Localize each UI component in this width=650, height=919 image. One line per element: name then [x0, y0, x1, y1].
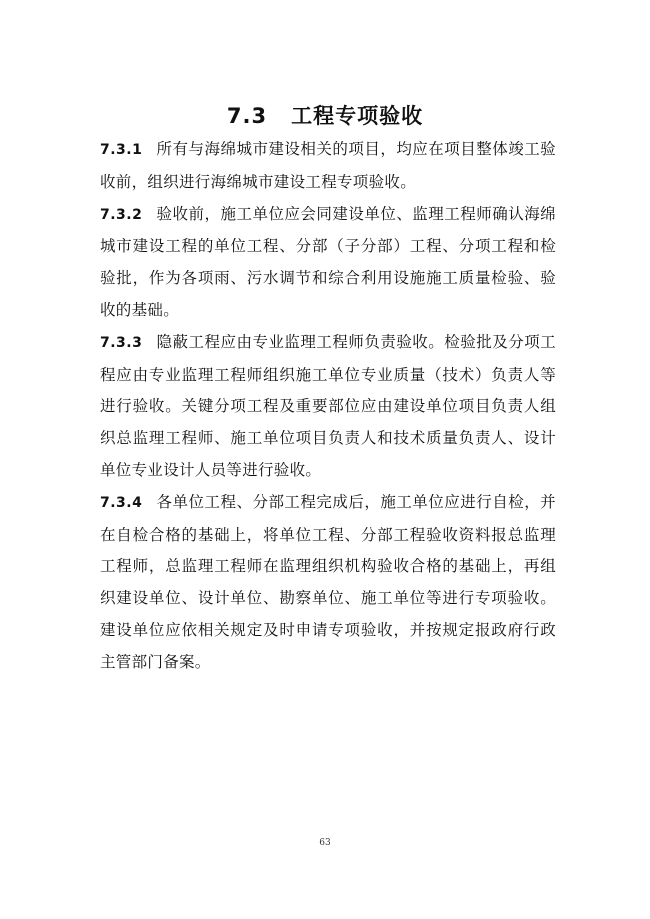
clause-text: 隐蔽工程应由专业监理工程师负责验收。检验批及分项工程应由专业监理工程师组织施工单位专业质量（技术）负责人等进行验收。关键分项工程及重要部位应由建设单位项目负责人组织总监理工程师、施工单位项目负责人和技术质量负责人、设计单位专业设计人员等进行验收。 [100, 332, 556, 479]
clause-text: 验收前，施工单位应会同建设单位、监理工程师确认海绵城市建设工程的单位工程、分部（子分部）工程、分项工程和检验批，作为各项雨、污水调节和综合利用设施施工质量检验、验收的基础。 [100, 204, 556, 319]
clause-number: 7.3.2 [100, 206, 143, 223]
clause-7-3-4 [100, 487, 556, 679]
clause-7-3-1 [100, 134, 556, 199]
clause-7-3-2 [100, 199, 556, 327]
section-heading [0, 101, 650, 131]
clause-number: 7.3.4 [100, 494, 143, 511]
page-number: 63 [319, 838, 331, 848]
clause-list [100, 134, 556, 679]
clause-7-3-3 [100, 327, 556, 487]
section-number: 7.3 [226, 104, 268, 129]
clause-number: 7.3.1 [100, 142, 143, 158]
clause-text: 所有与海绵城市建设相关的项目，均应在项目整体竣工验收前，组织进行海绵城市建设工程专项验收。 [100, 140, 556, 191]
clause-number: 7.3.3 [100, 334, 143, 351]
clause-text: 各单位工程、分部工程完成后，施工单位应进行自检，并在自检合格的基础上，将单位工程、分部工程验收资料报总监理工程师，总监理工程师在监理组织机构验收合格的基础上，再组织建设单位、设计单位、勘察单位、施工单位等进行专项验收。建设单位应依相关规定及时申请专项验收，并按规定报政府行政主管部门备案。 [100, 492, 556, 671]
section-title: 工程专项验收 [291, 104, 424, 129]
